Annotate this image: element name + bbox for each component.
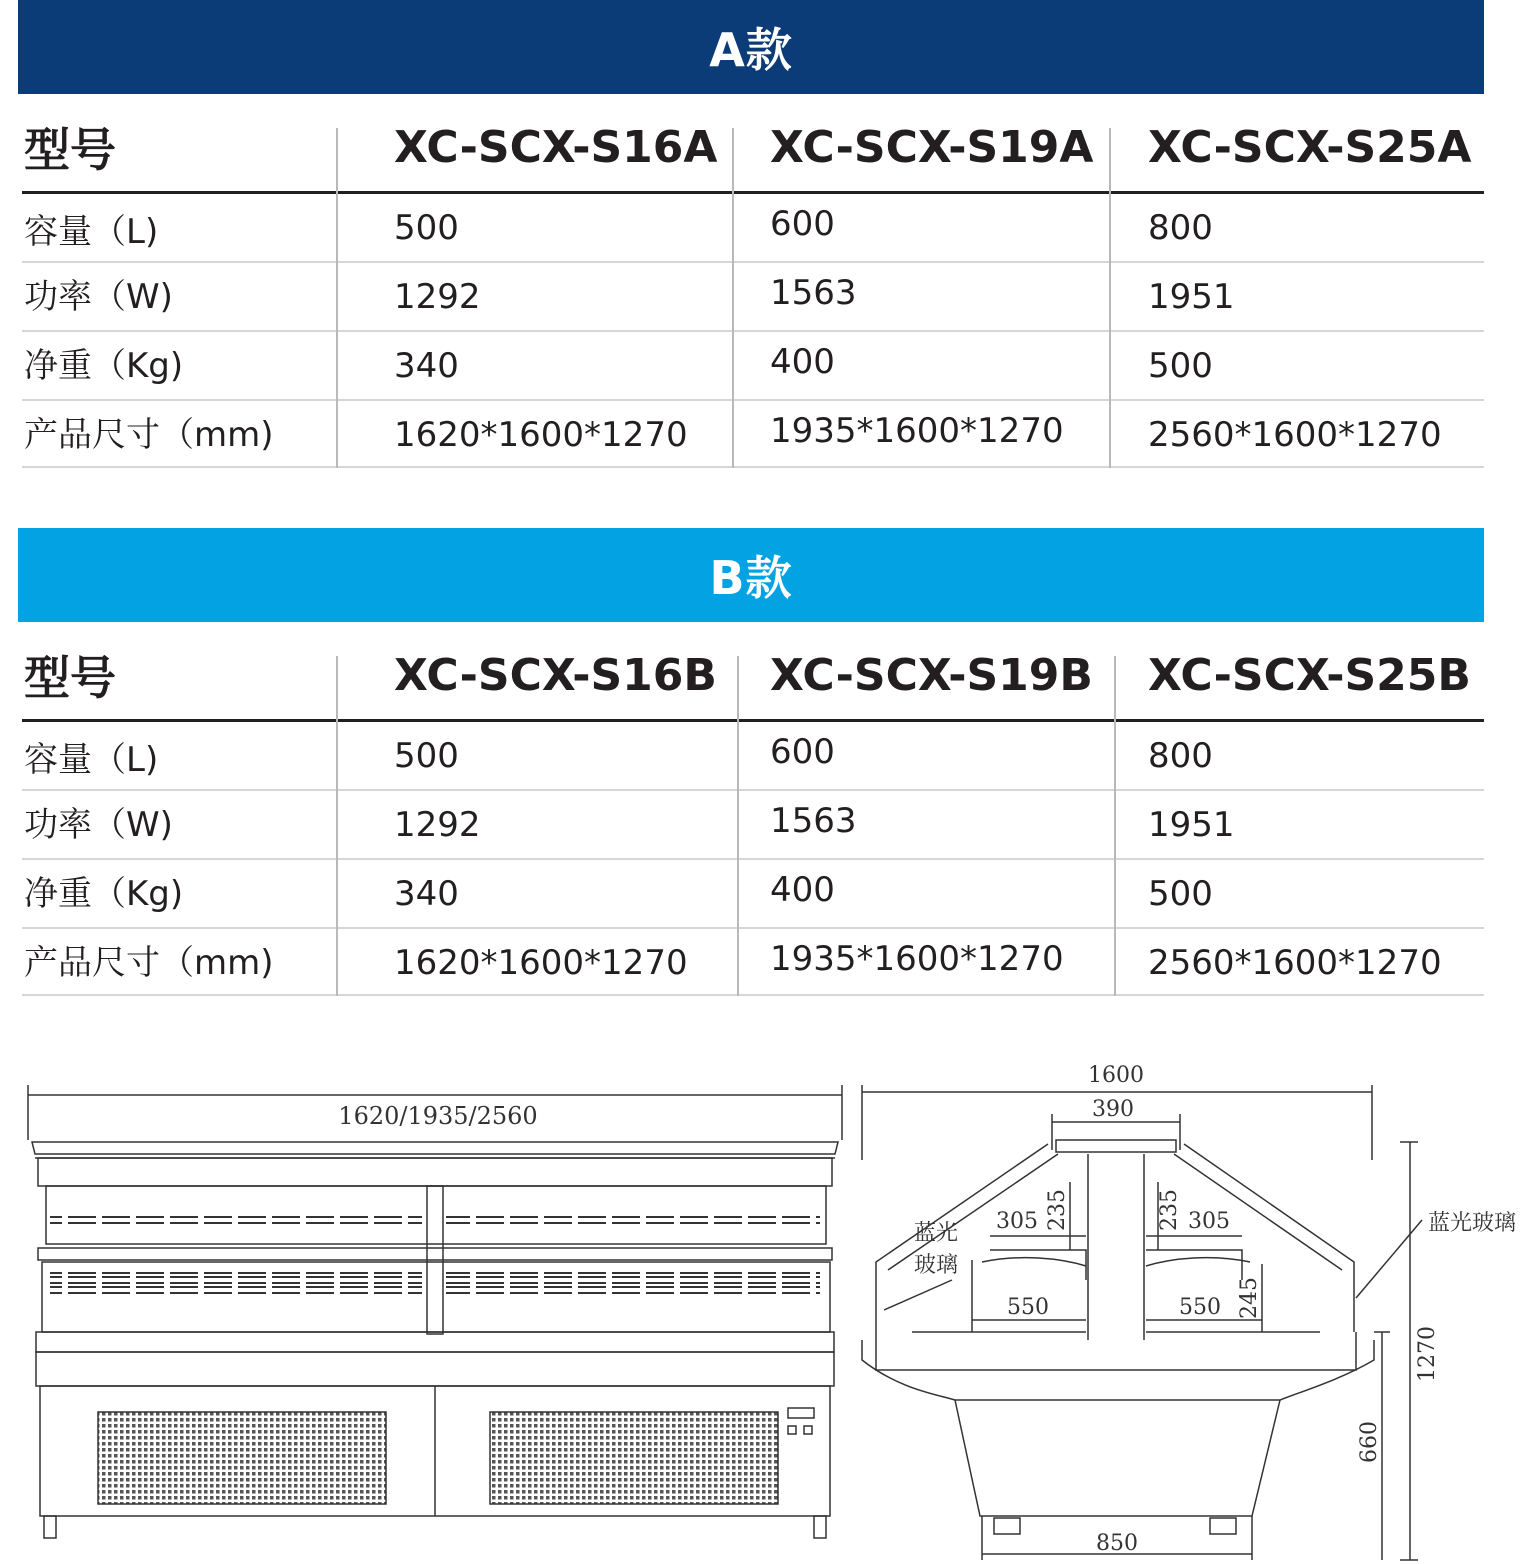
model-name: XC-SCX-S19A <box>770 121 1094 173</box>
column-divider <box>1114 656 1116 996</box>
row-label: 净重（Kg) <box>24 345 184 386</box>
row-label: 容量（L) <box>24 739 159 780</box>
row-value: 500 <box>394 736 459 776</box>
section-b-banner <box>18 528 1484 622</box>
shelf-height-right-label: 235 <box>1157 1189 1182 1231</box>
row-value: 2560*1600*1270 <box>1148 415 1442 455</box>
header-label: 型号 <box>24 651 116 705</box>
row-value: 500 <box>1148 346 1213 386</box>
row-value: 500 <box>1148 874 1213 914</box>
section-b-title: B款 <box>709 551 793 605</box>
row-value: 600 <box>770 732 835 772</box>
model-name: XC-SCX-S25B <box>1148 649 1471 701</box>
base-shelf-right-label: 550 <box>1179 1295 1221 1320</box>
column-divider <box>737 656 739 996</box>
header-label: 型号 <box>24 123 116 177</box>
table-row <box>22 929 1484 997</box>
top-width-label: 390 <box>1092 1097 1134 1122</box>
row-divider <box>22 466 1484 468</box>
table-row <box>22 722 1484 790</box>
model-name: XC-SCX-S19B <box>770 649 1093 701</box>
shelf-height-left-label: 235 <box>1045 1189 1070 1231</box>
table-row <box>22 194 1484 262</box>
table-header-row <box>22 100 1484 194</box>
row-value: 1951 <box>1148 805 1235 845</box>
row-label: 产品尺寸（mm) <box>24 414 274 455</box>
front-width-label: 1620/1935/2560 <box>338 1102 538 1130</box>
column-divider <box>732 128 734 468</box>
side-view <box>862 1085 1422 1560</box>
row-label: 功率（W) <box>24 804 173 845</box>
row-value: 1935*1600*1270 <box>770 939 1064 979</box>
row-value: 1292 <box>394 277 481 317</box>
column-divider <box>336 656 338 996</box>
row-label: 产品尺寸（mm) <box>24 942 274 983</box>
glass-label-right: 蓝光玻璃 <box>1427 1211 1517 1236</box>
row-value: 500 <box>394 208 459 248</box>
row-value: 800 <box>1148 736 1213 776</box>
row-value: 800 <box>1148 208 1213 248</box>
total-height-label: 1270 <box>1415 1326 1440 1382</box>
row-value: 1951 <box>1148 277 1235 317</box>
counter-height-label: 660 <box>1357 1421 1382 1463</box>
row-value: 1620*1600*1270 <box>394 415 688 455</box>
row-value: 600 <box>770 204 835 244</box>
row-value: 1292 <box>394 805 481 845</box>
front-view <box>28 1085 842 1538</box>
model-name: XC-SCX-S25A <box>1148 121 1472 173</box>
column-divider <box>1109 128 1111 468</box>
table-header-row <box>22 628 1484 722</box>
shelf-depth-right-label: 305 <box>1188 1209 1230 1234</box>
row-label: 容量（L) <box>24 211 159 252</box>
base-height-right-label: 245 <box>1237 1277 1262 1319</box>
table-row <box>22 791 1484 859</box>
row-label: 净重（Kg) <box>24 873 184 914</box>
row-value: 1620*1600*1270 <box>394 943 688 983</box>
table-row <box>22 332 1484 400</box>
shelf-depth-left-label: 305 <box>996 1209 1038 1234</box>
row-value: 2560*1600*1270 <box>1148 943 1442 983</box>
column-divider <box>336 128 338 468</box>
row-value: 400 <box>770 342 835 382</box>
row-value: 400 <box>770 870 835 910</box>
row-value: 1935*1600*1270 <box>770 411 1064 451</box>
row-label: 功率（W) <box>24 276 173 317</box>
row-value: 340 <box>394 346 459 386</box>
table-row <box>22 860 1484 928</box>
glass-label-left: 玻璃 <box>913 1253 959 1278</box>
section-a-title: A款 <box>709 23 793 77</box>
model-name: XC-SCX-S16B <box>394 649 717 701</box>
model-name: XC-SCX-S16A <box>394 121 718 173</box>
side-width-label: 1600 <box>1088 1063 1144 1088</box>
row-value: 340 <box>394 874 459 914</box>
section-a-banner <box>18 0 1484 94</box>
table-row <box>22 263 1484 331</box>
row-value: 1563 <box>770 801 857 841</box>
base-shelf-left-label: 550 <box>1007 1295 1049 1320</box>
glass-label-left: 蓝光 <box>913 1221 959 1246</box>
row-value: 1563 <box>770 273 857 313</box>
base-width-label: 850 <box>1096 1531 1138 1556</box>
row-divider <box>22 994 1484 996</box>
technical-drawing <box>0 1040 1521 1564</box>
table-row <box>22 401 1484 469</box>
